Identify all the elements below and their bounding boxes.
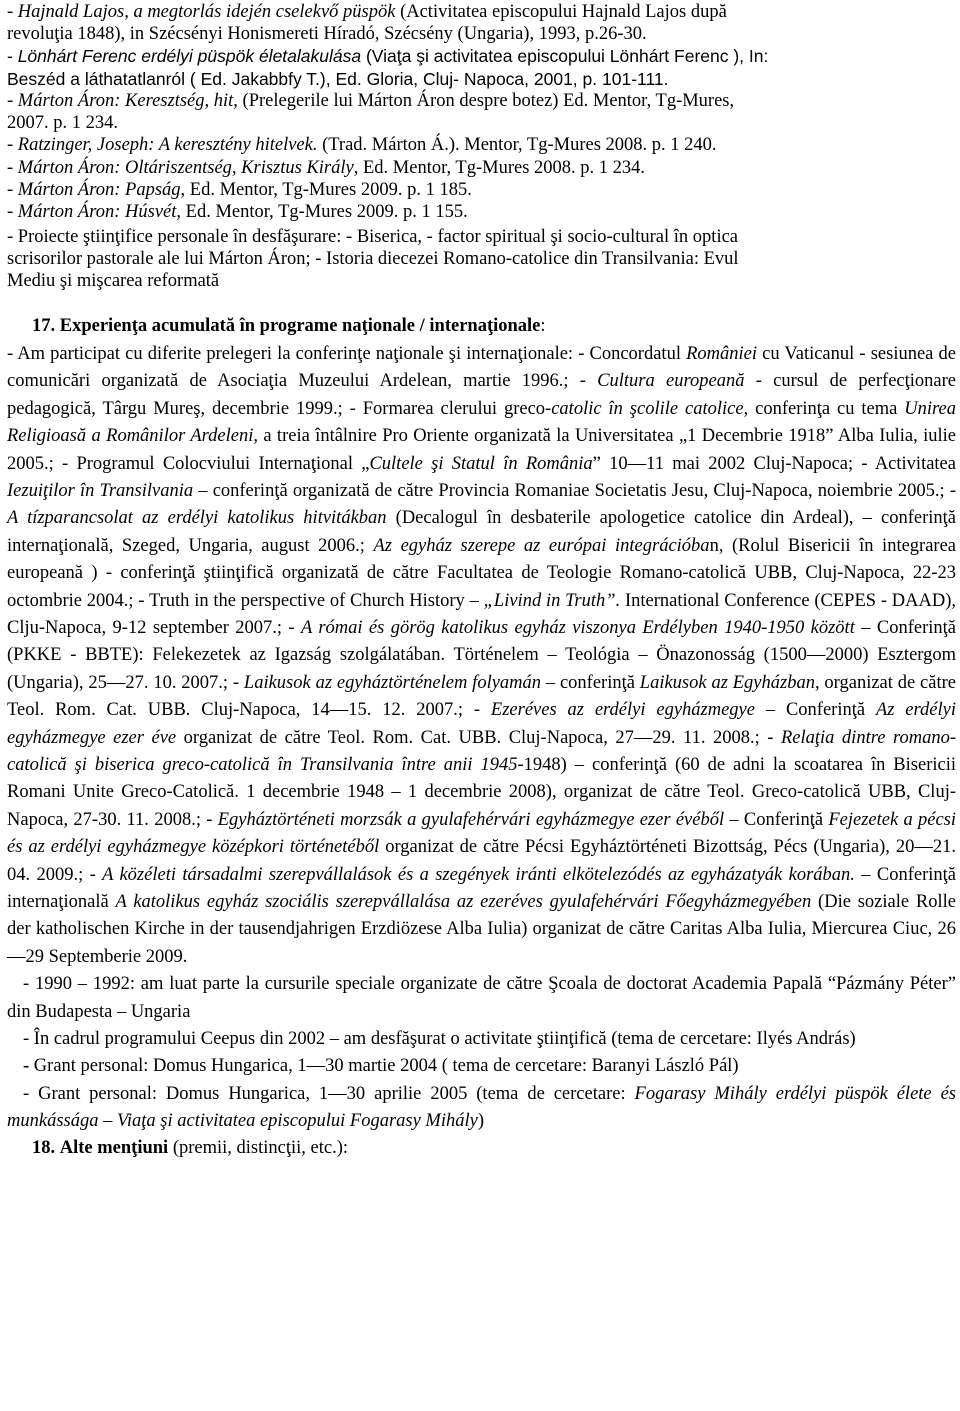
publication-keresztseg	[7, 90, 956, 135]
projects-line: Mediu şi mişcarea reformată	[7, 271, 220, 292]
grant-text: Grant personal: Domus Hungarica, 1—30 martie 2004 ( tema de cercetare: Baranyi László Pál)	[29, 1056, 739, 1077]
paragraph-italic: A katolikus egyház szociális szerepvállalása az ezeréves gyulafehérvári Főegyházmegyében	[115, 892, 812, 913]
paragraph-italic: A római és görög katolikus egyház viszonya Erdélyben 1940-1950 között	[300, 617, 855, 638]
grant-dash: -	[23, 1056, 30, 1077]
entry-dash: -	[7, 202, 18, 223]
doctoral-courses: - 1990 – 1992: am luat parte la cursurile speciale organizate de către Şcoala de doctorat Academia Papală “Pázmány Péter” din Budapesta – Ungaria	[7, 974, 956, 1022]
paragraph-text: (Die soziale Rolle der katholischen Kirche in der tausendjahrigen Erzdiözese Alba Iulia) organizat de către Caritas Alba Iulia, Miercurea Ciuc, 26—29 Septemberie 2009.	[7, 892, 956, 967]
entry-dash: -	[7, 46, 18, 67]
section-18-heading	[7, 1135, 956, 1162]
paragraph-italic: A tízparancsolat az erdélyi katolikus hitvitákban	[7, 508, 387, 529]
entry-dash: -	[7, 157, 18, 178]
projects-line: - Proiecte ştiinţifice personale în desfăşurare: - Biserica, - factor spiritual şi socio-cultural în optica	[7, 226, 739, 247]
entry-title: Lönhárt Ferenc erdélyi püspök életalakulása	[17, 46, 362, 67]
grant-2005	[7, 1081, 956, 1136]
entry-text: , Ed. Mentor, Tg-Mures 2008. p. 1 234.	[353, 157, 646, 178]
paragraph-text: (Decalogul în desbaterile apologetice catolice din Ardeal), – conferinţă internaţională, Szeged, Ungaria, august 2006.;	[7, 508, 956, 556]
paragraph-italic: Egyháztörténeti morzsák a gyulafehérvári egyházmegye ezer évéből	[217, 809, 725, 830]
paragraph-italic: Az erdélyi egyházmegye ezer éve	[7, 700, 956, 748]
paragraph-text: - Am participat cu diferite prelegeri la conferinţe naţionale şi internaţionale: - Concordatul	[7, 343, 687, 364]
publication-oltariszentseg	[7, 157, 956, 179]
publication-papsag	[7, 179, 956, 201]
paragraph-text: -1948) – conferinţă (60 de adni la scoatarea în Bisericii Romani Unite Greco-Catolică. 1 decembrie 1948 – 1 decembrie 2008), organizat de către Teol. Greco-catolică UBB, Cluj-Napoca, 27-30. 11. 2008.; -	[7, 754, 956, 830]
paragraph-italic: Laikusok az Egyházban	[639, 672, 815, 693]
paragraph-text: International Conference (CEPES - DAAD), Clju-Napoca, 9-12 september 2007.; -	[7, 590, 957, 638]
grant-2004	[7, 1053, 956, 1080]
section-number: 18.	[32, 1137, 56, 1158]
paragraph-italic: Unirea Religioasă a Românilor Ardeleni	[7, 398, 956, 447]
paragraph-text: organizat de către Pécsi Egyháztörténeti Bizottság, Pécs (Ungaria), 20—21. 04. 2009.; -	[7, 837, 957, 885]
section-number: 17.	[32, 316, 56, 337]
personal-projects	[7, 226, 956, 293]
section-subtitle: (premii, distincţii, etc.):	[168, 1137, 349, 1158]
publication-ratzinger	[7, 134, 956, 156]
section-colon: :	[540, 316, 546, 337]
entry-text: 2007. p. 1 234.	[7, 113, 118, 134]
paragraph-italic: catolic în şcolile catolice	[551, 398, 744, 419]
paragraph-text: ” 10—11 mai 2002 Cluj-Napoca; - Activitatea	[592, 453, 956, 474]
entry-text: , Ed. Mentor, Tg-Mures 2009. p. 1 185.	[180, 180, 472, 200]
ceepus-activity: - În cadrul programului Ceepus din 2002 – am desfăşurat o activitate ştiinţifică (tema de cercetare: Ilyés András)	[23, 1029, 856, 1050]
paragraph-italic: Laikusok az egyháztörténelem folyamán	[243, 672, 542, 693]
entry-text: (Viaţa şi activitatea episcopului Lönhárt Ferenc ), In:	[361, 46, 769, 67]
section-title: Alte menţiuni	[59, 1137, 169, 1158]
entry-dash: -	[7, 135, 18, 156]
paragraph-text: – Conferinţă (PKKE - BBTE): Felekezetek az Igazság szolgálatában. Történelem – Teológia – Önazonosság (1500—2000) Esztergom (Ungaria), 25—27. 10. 2007.; -	[7, 617, 956, 693]
grant-italic: Fogarasy Mihály erdélyi püspök élete és munkássága – Viaţa şi activitatea episcopului Fogarasy Mihály	[7, 1083, 956, 1132]
publication-husvet	[7, 201, 956, 223]
entry-title: Márton Áron: Oltáriszentség, Krisztus Király	[17, 157, 354, 178]
paragraph-text: – conferinţă organizată de către Provincia Romaniae Societatis Jesu, Cluj-Napoca, noiembrie 2005.; -	[193, 480, 956, 501]
entry-dash: -	[7, 180, 18, 200]
paragraph-text: , organizat de către Teol. Rom. Cat. UBB. Cluj-Napoca, 14—15. 12. 2007.; -	[7, 672, 956, 721]
paragraph-text: – Conferinţă	[724, 809, 829, 830]
paragraph-text: , conferinţa cu tema	[743, 398, 905, 419]
projects-line: scrisorilor pastorale ale lui Márton Áron; - Istoria diecezei Romano-catolice din Transilvania: Evul	[7, 248, 739, 269]
paragraph-italic: Iezuiţilor în Transilvania	[7, 480, 194, 501]
entry-text: , Ed. Mentor, Tg-Mures 2009. p. 1 155.	[176, 202, 468, 223]
grant-text: - Grant personal: Domus Hungarica, 1—30 aprilie 2005 (tema de cercetare:	[23, 1083, 635, 1104]
paragraph-text: n, (Rolul Bisericii în integrarea europeană ) - conferinţă ştiinţifică organizată de către Facultatea de Teologie Romano-catolică UBB, Cluj-Napoca, 22-23 octombrie 2004.; - Truth in the perspective of Church History –	[7, 535, 957, 611]
paragraph-text: – Conferinţă internaţională	[7, 864, 956, 913]
paragraph-text: – conferinţă	[541, 672, 640, 693]
entry-title: Márton Áron: Keresztség, hit	[17, 90, 234, 111]
paragraph-text: cu Vaticanul - sesiunea de comunicări organizată de Asociaţia Muzeului Ardelean, martie 1996.; -	[7, 343, 956, 392]
entry-text: (Trad. Márton Á.). Mentor, Tg-Mures 2008. p. 1 240.	[317, 135, 717, 156]
entry-text: (Activitatea episcopului Hajnald Lajos după	[395, 2, 727, 22]
publication-hajnald	[7, 1, 956, 45]
paragraph-italic: României	[686, 343, 758, 364]
entry-title: Ratzinger, Joseph: A keresztény hitelvek.	[17, 135, 318, 156]
entry-text: revoluţia 1848), in Szécsényi Honismereti Híradó, Szécsény (Ungaria), 1993, p.26-30.	[7, 24, 647, 45]
paragraph-italic: Az egyház szerepe az európai integrációba	[373, 535, 710, 556]
entry-text: , (Prelegerile lui Márton Áron despre botez) Ed. Mentor, Tg-Mures,	[233, 90, 735, 111]
paragraph-text: - cursul de perfecţionare pedagogică, Târgu Mureş, decembrie 1999.; - Formarea clerului greco-	[7, 371, 956, 419]
paragraph-text: organizat de către Teol. Rom. Cat. UBB. Cluj-Napoca, 27—29. 11. 2008.; -	[176, 727, 781, 748]
paragraph-text: , a treia întâlnire Pro Oriente organizată la Universitatea „1 Decembrie 1918” Alba Iulia, iulie 2005.; - Programul Colocviului Internaţional „	[7, 426, 957, 474]
entry-title: Márton Áron: Húsvét	[17, 202, 177, 223]
grant-text: )	[477, 1111, 485, 1132]
paragraph-italic: Fejezetek a pécsi és az erdélyi egyházmegye középkori történetéből	[7, 809, 956, 858]
paragraph-italic: Cultele şi Statul în România	[369, 453, 593, 474]
conferences-paragraph	[7, 341, 956, 971]
entry-text: Beszéd a láthatatlanról ( Ed. Jakabbfy T.), Ed. Gloria, Cluj- Napoca, 2001, p. 101-111.	[7, 68, 669, 89]
section-17-heading	[7, 313, 956, 340]
entry-title: Márton Áron: Papság	[17, 180, 181, 200]
paragraph-italic: Cultura europeană	[597, 371, 745, 392]
paragraph-italic: Relaţia dintre romano-catolică şi biserica greco-catolică în Transilvania între anii 1945	[7, 727, 956, 775]
paragraph-text: – Conferinţă	[754, 700, 876, 721]
document-page	[0, 1, 960, 1411]
entry-title: Hajnald Lajos, a megtorlás idején cselekvő püspök	[17, 2, 396, 22]
section-title: Experienţa acumulată în programe naţionale / internaţionale	[59, 316, 541, 337]
entry-dash: -	[7, 2, 18, 22]
paragraph-italic: A közéleti társadalmi szerepvállalások és a szegények iránti elkötelezódés az egyházatyák korában.	[102, 864, 855, 885]
publication-lonhart	[7, 45, 956, 89]
paragraph-italic: Ezeréves az erdélyi egyházmegye	[490, 700, 755, 721]
entry-dash: -	[7, 90, 18, 111]
paragraph-italic: „Livind in Truth”.	[483, 590, 621, 611]
